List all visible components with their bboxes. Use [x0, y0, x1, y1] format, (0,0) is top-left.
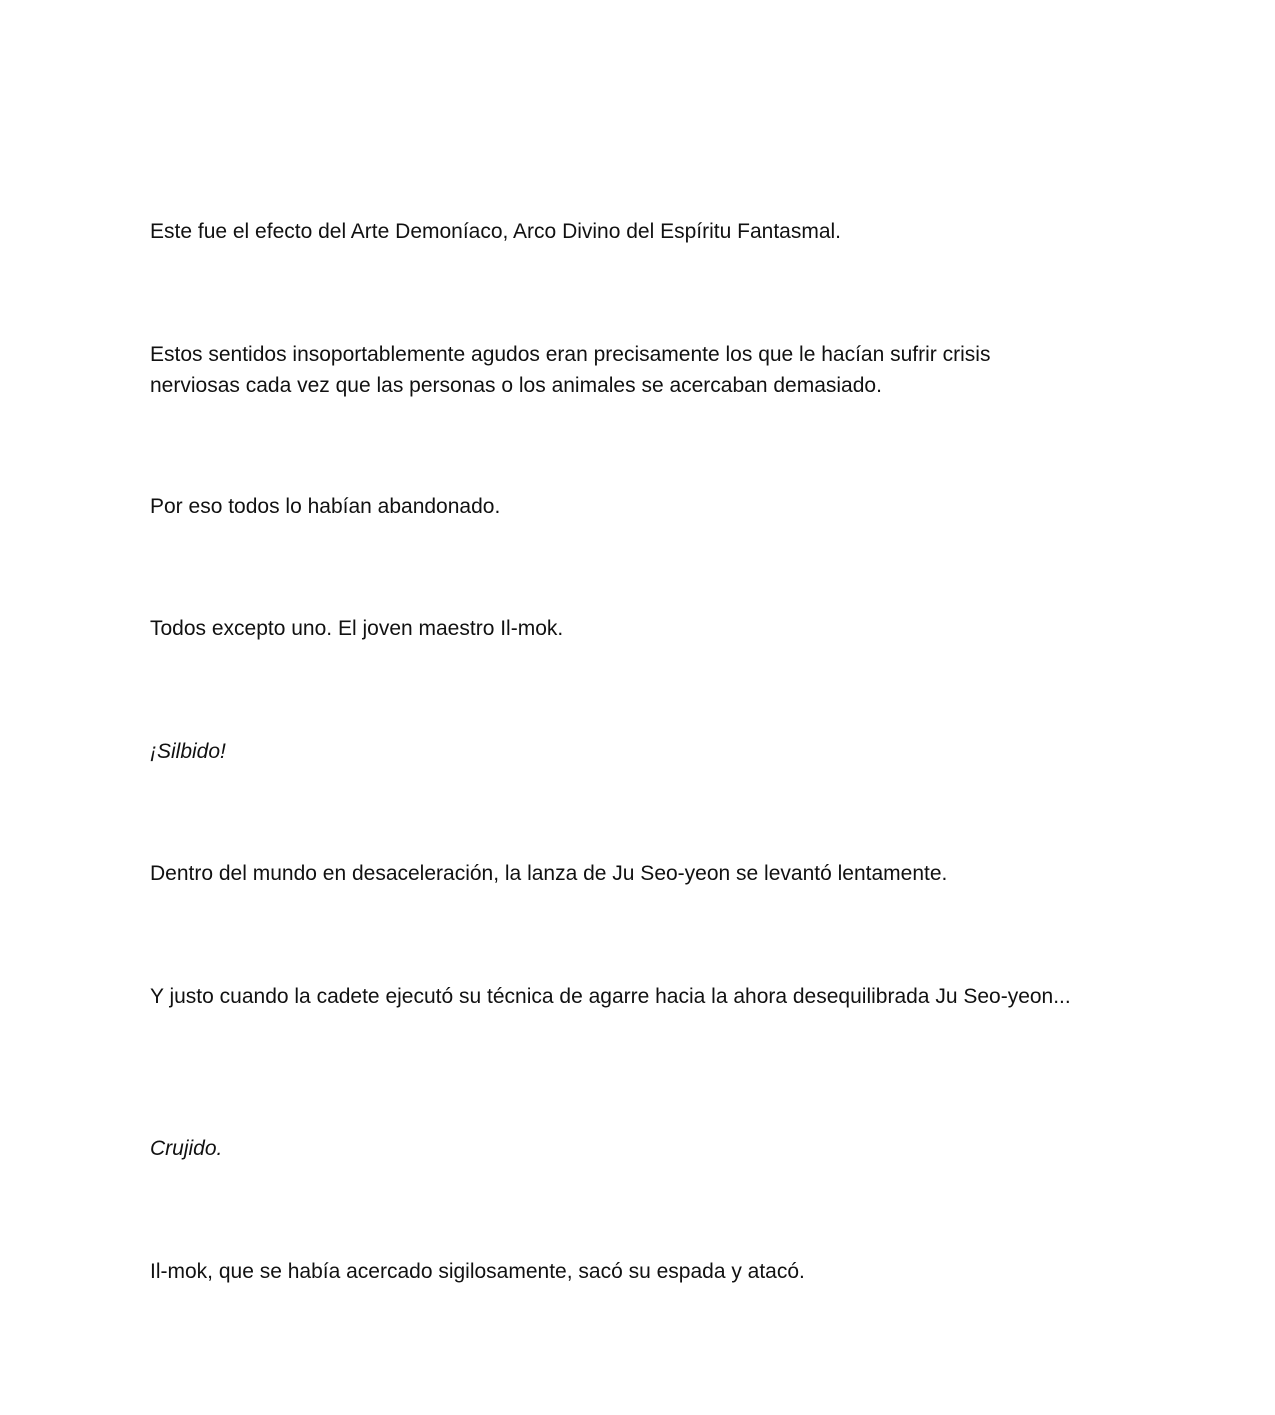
paragraph-3: Por eso todos lo habían abandonado. — [150, 495, 501, 518]
paragraph-6: Dentro del mundo en desaceleración, la lanza de Ju Seo-yeon se levantó lentamente. — [150, 862, 948, 885]
paragraph-4: Todos excepto uno. El joven maestro Il-mok. — [150, 617, 564, 640]
sound-effect-crack: Crujido. — [150, 1137, 223, 1160]
paragraph-9: Il-mok, que se había acercado sigilosamente, sacó su espada y atacó. — [150, 1260, 805, 1283]
paragraph-7: Y justo cuando la cadete ejecutó su técnica de agarre hacia la ahora desequilibrada Ju Seo-yeon... — [150, 985, 1071, 1008]
sound-effect-whistle: ¡Silbido! — [150, 740, 226, 763]
paragraph-2: Estos sentidos insoportablemente agudos eran precisamente los que le hacían sufrir crisis nerviosas cada vez que las personas o los animales se acercaban demasiado. — [150, 343, 991, 397]
paragraph-1: Este fue el efecto del Arte Demoníaco, Arco Divino del Espíritu Fantasmal. — [150, 220, 842, 243]
